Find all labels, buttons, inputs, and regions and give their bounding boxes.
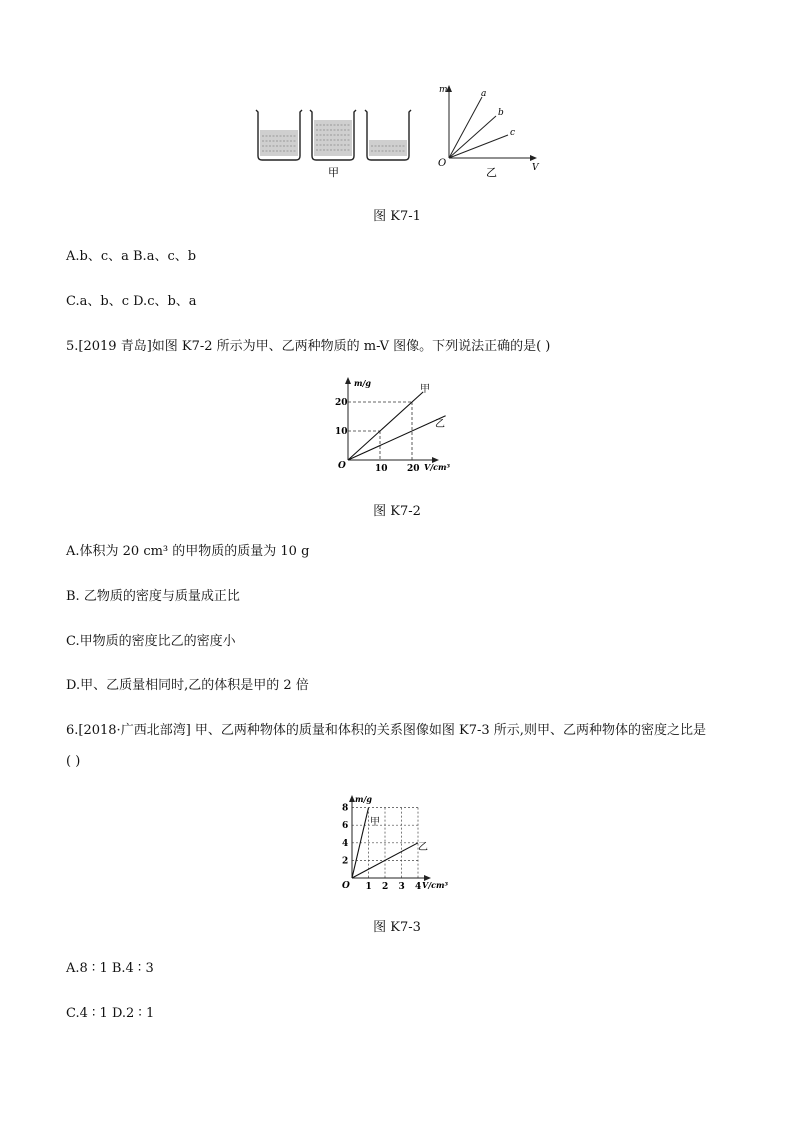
label-c: c <box>510 128 516 138</box>
chart-2-ytick-label: 2 <box>342 856 349 867</box>
line-c <box>449 135 508 158</box>
chart-2-ytick-label: 6 <box>342 821 349 832</box>
line-b <box>449 116 496 158</box>
chart-2-series-label-jia: 甲 <box>370 817 380 828</box>
chart-1-series-label-jia: 甲 <box>420 384 430 395</box>
line-a <box>449 97 482 158</box>
q6-stem-line2: ( ) <box>66 754 81 769</box>
chart-1-origin: O <box>338 461 346 471</box>
figure-k7-1-caption: 图 K7-1 <box>373 209 421 224</box>
q5-stem: 5.[2019 青岛]如图 K7-2 所示为甲、乙两种物质的 m-V 图像。下列说法正确的是( ) <box>66 339 551 354</box>
graph-label: 乙 <box>486 166 497 179</box>
beakers-label: 甲 <box>328 166 339 179</box>
figure-k7-2 <box>334 372 474 482</box>
chart-1-xlabel: V/cm³ <box>424 462 450 472</box>
chart-1-ytick-label: 10 <box>335 427 348 437</box>
chart-2-grid <box>352 808 418 878</box>
chart-1-xtick-label: 10 <box>375 464 388 474</box>
q5-option-b: B. 乙物质的密度与质量成正比 <box>66 589 240 604</box>
chart-2-ylabel: m/g <box>355 794 372 804</box>
chart-2-xtick-label: 1 <box>365 882 372 892</box>
q5-option-c: C.甲物质的密度比乙的密度小 <box>66 634 236 649</box>
chart-1-series-line <box>348 416 446 460</box>
chart-1-ytick-label: 20 <box>335 398 348 408</box>
axis-v-label: V <box>532 163 539 173</box>
chart-2-series-label-yi: 乙 <box>418 842 428 853</box>
chart-1-ylabel: m/g <box>354 378 371 388</box>
beaker-2 <box>310 110 356 160</box>
label-a: a <box>481 89 487 99</box>
mv-graph <box>438 85 540 179</box>
axis-m-label: m <box>439 85 448 95</box>
chart-2-origin: O <box>342 881 350 891</box>
chart-1-series <box>348 392 446 460</box>
q6-stem-line1: 6.[2018·广西北部湾] 甲、乙两种物体的质量和体积的关系图像如图 K7-3 所示,则甲、乙两种物体的密度之比是 <box>66 723 706 738</box>
beaker-3 <box>365 110 411 160</box>
chart-2-xtick-label: 2 <box>382 882 389 892</box>
figure-k7-2-caption: 图 K7-2 <box>373 504 421 519</box>
chart-2-ytick-label: 8 <box>342 803 349 814</box>
q6-options-line1: A.8 ∶ 1 B.4 ∶ 3 <box>66 961 154 976</box>
chart-2-ytick-label: 4 <box>342 838 349 849</box>
figure-k7-3-caption: 图 K7-3 <box>373 920 421 935</box>
chart-1-series-label-yi: 乙 <box>435 419 445 430</box>
figure-k7-1 <box>250 80 560 190</box>
q4-options-line1: A.b、c、a B.a、c、b <box>66 249 197 264</box>
chart-2-xtick-label: 3 <box>398 882 405 892</box>
q6-options-line2: C.4 ∶ 1 D.2 ∶ 1 <box>66 1006 155 1021</box>
beaker-1 <box>256 110 302 160</box>
q5-option-a: A.体积为 20 cm³ 的甲物质的质量为 10 g <box>66 544 310 559</box>
chart-1-xtick-label: 20 <box>407 464 420 474</box>
origin-label: O <box>438 158 447 169</box>
chart-2-xlabel: V/cm³ <box>422 880 448 890</box>
chart-2-xtick-label: 4 <box>415 882 422 892</box>
label-b: b <box>498 108 504 118</box>
figure-k7-3 <box>338 790 458 900</box>
q5-option-d: D.甲、乙质量相同时,乙的体积是甲的 2 倍 <box>66 678 309 693</box>
q4-options-line2: C.a、b、c D.c、b、a <box>66 294 197 309</box>
chart-2-series-line <box>352 808 369 878</box>
